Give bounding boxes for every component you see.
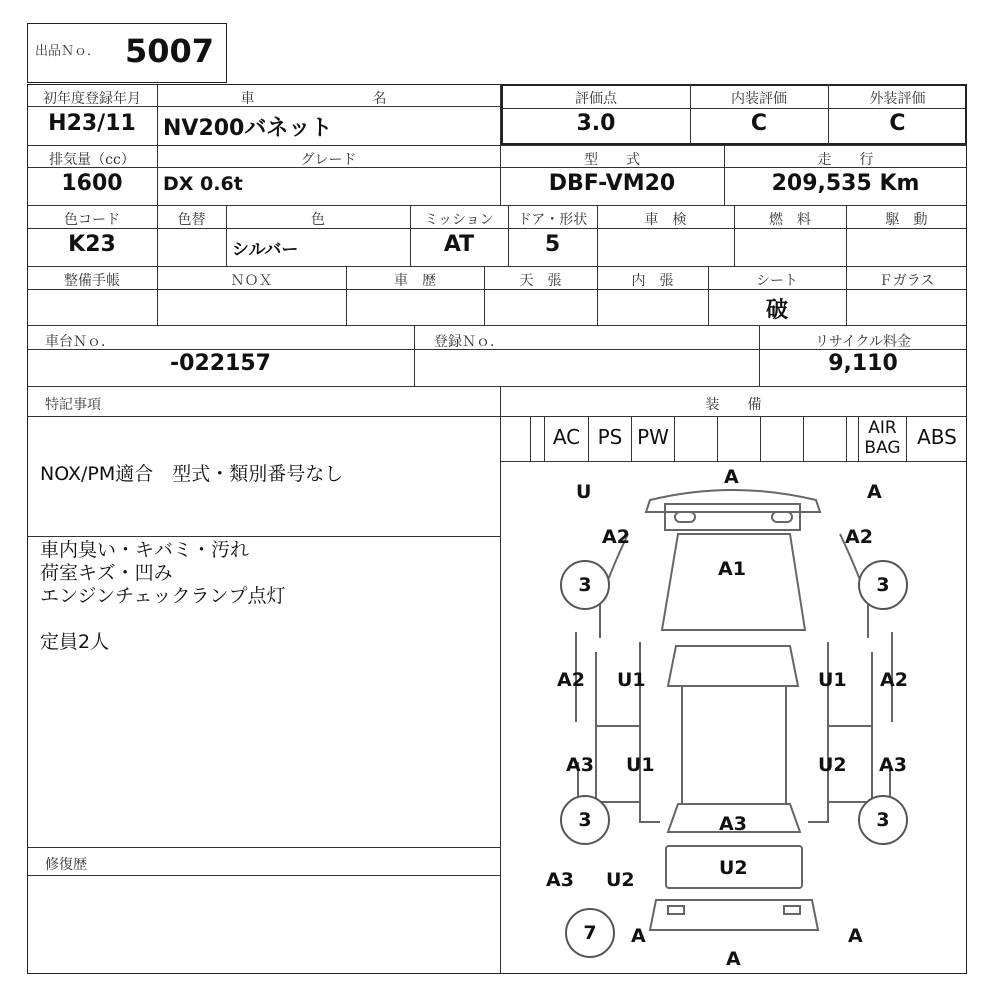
equipment-item	[760, 416, 803, 461]
recycle-label: リサイクル料金	[814, 334, 912, 350]
damage-mark: U	[576, 481, 592, 503]
damage-mark: A	[848, 925, 863, 947]
model-label: 型 式	[584, 152, 640, 168]
grade-label: グレード	[300, 152, 357, 168]
damage-mark: U2	[606, 869, 635, 891]
damage-mark: A3	[719, 813, 747, 835]
divider	[27, 266, 967, 267]
divider	[27, 536, 500, 537]
first-reg-value: H23/11	[48, 111, 136, 136]
equipment-item: AIR BAG	[858, 416, 906, 461]
score-value: 3.0	[576, 111, 616, 136]
mileage-value: 209,535 Km	[771, 171, 920, 196]
mission-label: ミッション	[424, 212, 494, 228]
front-grille	[665, 504, 800, 530]
equipment-item	[846, 416, 858, 461]
lot-label: 出品Ｎｏ．	[35, 44, 101, 59]
damage-mark: A1	[718, 558, 746, 580]
seat-value: 破	[765, 298, 788, 323]
equipment-item	[674, 416, 717, 461]
windshield	[668, 646, 798, 686]
equipment-item: AC	[544, 416, 588, 461]
lot-number: 5007	[125, 32, 215, 70]
damage-mark: A	[631, 925, 646, 947]
divider	[27, 205, 967, 206]
history-label: 車 歴	[394, 273, 436, 289]
exterior-label: 外装評価	[869, 91, 926, 107]
chassis-value: -022157	[170, 351, 271, 376]
roof-label: 天 張	[519, 273, 562, 289]
grade-value: DX 0.6t	[163, 173, 243, 195]
color-value: シルバー	[232, 240, 299, 260]
fuel-label: 燃 料	[769, 212, 811, 228]
damage-mark: U2	[818, 754, 847, 776]
tire-tread-rating: 3	[858, 795, 908, 845]
damage-mark: A3	[566, 754, 594, 776]
glass-label: Ｆガラス	[878, 273, 935, 289]
front-bumper	[646, 490, 820, 512]
reg-label: 登録Ｎｏ．	[434, 334, 504, 350]
seat-label: シート	[756, 273, 798, 289]
damage-mark: A	[867, 481, 882, 503]
inner-label: 内 張	[631, 273, 674, 289]
chassis-label: 車台Ｎｏ．	[45, 334, 115, 350]
model-value: DBF-VM20	[548, 171, 676, 196]
interior-label: 内装評価	[731, 91, 787, 107]
front-emblem-2	[772, 512, 792, 522]
damage-mark: A3	[879, 754, 907, 776]
nox-label: ＮＯＸ	[230, 273, 273, 289]
front-emblem	[675, 512, 695, 522]
displacement-label: 排気量（cc）	[49, 152, 135, 168]
special-notes-label: 特記事項	[45, 397, 101, 413]
car-diagram	[500, 462, 967, 974]
rear-light-left	[668, 906, 684, 914]
tire-tread-rating: 3	[560, 560, 610, 610]
color-code-label: 色コード	[64, 212, 120, 228]
hood	[662, 534, 805, 630]
equipment-item	[717, 416, 760, 461]
maintenance-label: 整備手帳	[64, 273, 120, 289]
equipment-item: PW	[631, 416, 674, 461]
equipment-label: 装 備	[705, 397, 762, 413]
door-label: ドア・形状	[517, 212, 588, 228]
equipment-item	[803, 416, 846, 461]
repair-history-label: 修復歴	[45, 857, 87, 873]
damage-mark: A2	[602, 526, 630, 548]
tire-tread-rating: 3	[858, 560, 908, 610]
damage-mark: U1	[818, 669, 847, 691]
car-name-label: 車 名	[240, 91, 417, 107]
roof	[682, 686, 786, 804]
damage-mark: A	[726, 948, 741, 970]
divider	[27, 325, 967, 326]
damage-mark: A2	[880, 669, 908, 691]
damage-mark: U1	[626, 754, 655, 776]
damage-mark: A2	[557, 669, 585, 691]
equipment-item: PS	[588, 416, 631, 461]
repaint-label: 色替	[177, 212, 206, 228]
damage-mark: A2	[845, 526, 873, 548]
damage-mark: A3	[546, 869, 574, 891]
equipment-item: ABS	[906, 416, 967, 461]
color-code-value: K23	[68, 232, 116, 257]
tire-tread-rating: 7	[565, 908, 615, 958]
car-name-value: NV200バネット	[163, 116, 333, 141]
mileage-label: 走 行	[817, 152, 874, 168]
divider	[27, 875, 500, 876]
interior-value: C	[750, 111, 768, 136]
special-note-2: 車内臭い・キバミ・汚れ 荷室キズ・凹み エンジンチェックランプ点灯 定員2人	[40, 539, 286, 653]
drive-label: 駆 動	[885, 212, 928, 228]
divider	[414, 325, 415, 386]
color-label: 色	[311, 212, 325, 228]
equipment-item	[530, 416, 544, 461]
damage-mark: U2	[719, 857, 748, 879]
divider	[27, 386, 967, 387]
score-label: 評価点	[575, 91, 617, 107]
damage-mark: A	[724, 466, 739, 488]
divider	[27, 145, 967, 146]
damage-mark: U1	[617, 669, 646, 691]
exterior-value: C	[889, 111, 906, 136]
first-reg-label: 初年度登録年月	[43, 91, 141, 107]
special-note-1: NOX/PM適合 型式・類別番号なし	[40, 463, 344, 485]
recycle-value: 9,110	[828, 351, 898, 376]
door-value: 5	[544, 232, 561, 257]
tire-tread-rating: 3	[560, 795, 610, 845]
inspection-label: 車 検	[644, 212, 687, 228]
rear-light-right	[784, 906, 800, 914]
displacement-value: 1600	[61, 171, 123, 196]
divider	[27, 847, 500, 848]
mission-value: AT	[443, 232, 475, 257]
